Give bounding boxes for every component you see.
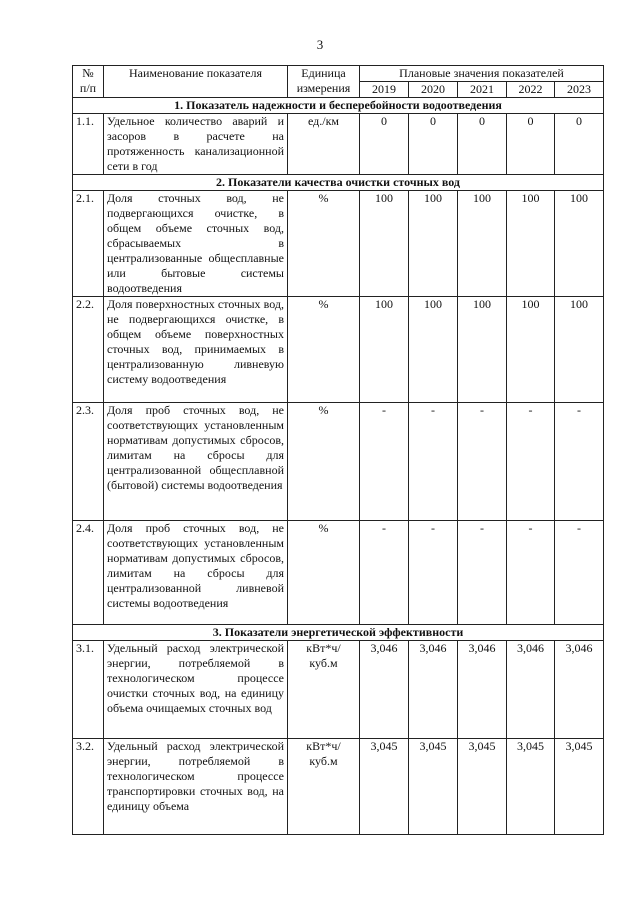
value-cell: 3,045: [360, 739, 409, 835]
indicator-name: Доля поверхностных сточных вод, не подвергающихся очистке, в общем объеме поверхностных сточных вод, принимаемых в централизованную ливневую систему водоотведения: [104, 297, 288, 403]
value-cell: 3,045: [458, 739, 507, 835]
header-year: 2021: [458, 82, 507, 98]
indicator-name: Удельный расход электрической энергии, потребляемой в технологическом процессе очистки сточных вод, на единицу объема очищаемых сточных вод: [104, 641, 288, 739]
indicator-unit: %: [288, 403, 360, 521]
value-cell: 100: [360, 191, 409, 297]
value-cell: -: [360, 403, 409, 521]
row-number: 2.2.: [73, 297, 104, 403]
header-year: 2022: [507, 82, 555, 98]
row-number: 3.2.: [73, 739, 104, 835]
header-planned-values: Плановые значения показателей: [360, 66, 604, 82]
value-cell: 0: [409, 114, 458, 175]
value-cell: 3,046: [458, 641, 507, 739]
value-cell: 3,046: [507, 641, 555, 739]
value-cell: 100: [555, 191, 604, 297]
value-cell: 100: [507, 191, 555, 297]
indicator-name: Удельное количество аварий и засоров в расчете на протяженность канализационной сети в год: [104, 114, 288, 175]
indicator-unit: ед./км: [288, 114, 360, 175]
table-row: [73, 521, 604, 625]
indicator-unit: кВт*ч/ куб.м: [288, 641, 360, 739]
row-number: 2.1.: [73, 191, 104, 297]
value-cell: -: [409, 403, 458, 521]
value-cell: 3,046: [409, 641, 458, 739]
row-number: 3.1.: [73, 641, 104, 739]
header-name: Наименование показателя: [104, 66, 288, 98]
value-cell: -: [458, 521, 507, 625]
row-number: 1.1.: [73, 114, 104, 175]
value-cell: -: [507, 403, 555, 521]
value-cell: 100: [458, 191, 507, 297]
page-number: 3: [316, 37, 324, 52]
value-cell: 3,046: [360, 641, 409, 739]
value-cell: -: [555, 521, 604, 625]
table-row: [73, 739, 604, 835]
indicator-unit: %: [288, 191, 360, 297]
header-unit: Единица измерения: [288, 66, 360, 98]
header-year: 2019: [360, 82, 409, 98]
value-cell: 3,045: [507, 739, 555, 835]
indicator-unit: %: [288, 521, 360, 625]
value-cell: -: [458, 403, 507, 521]
value-cell: -: [507, 521, 555, 625]
table-row: [73, 191, 604, 297]
value-cell: 100: [458, 297, 507, 403]
value-cell: -: [360, 521, 409, 625]
indicator-unit: кВт*ч/ куб.м: [288, 739, 360, 835]
value-cell: 100: [507, 297, 555, 403]
value-cell: 100: [360, 297, 409, 403]
section-row: [73, 625, 604, 641]
section-row: [73, 98, 604, 114]
table-row: [73, 114, 604, 175]
value-cell: 0: [507, 114, 555, 175]
value-cell: 3,046: [555, 641, 604, 739]
value-cell: -: [555, 403, 604, 521]
indicators-table: [72, 65, 604, 835]
value-cell: -: [409, 521, 458, 625]
section-row: [73, 175, 604, 191]
section-title: 3. Показатели энергетической эффективности: [73, 625, 604, 641]
section-title: 2. Показатели качества очистки сточных вод: [73, 175, 604, 191]
section-title: 1. Показатель надежности и бесперебойности водоотведения: [73, 98, 604, 114]
indicator-name: Доля проб сточных вод, не соответствующих установленным нормативам допустимых сбросов, лимитам на сбросы для централизованной общесплавной (бытовой) системы водоотведения: [104, 403, 288, 521]
header-year: 2023: [555, 82, 604, 98]
value-cell: 0: [360, 114, 409, 175]
value-cell: 3,045: [409, 739, 458, 835]
indicator-unit: %: [288, 297, 360, 403]
value-cell: 0: [458, 114, 507, 175]
row-number: 2.3.: [73, 403, 104, 521]
value-cell: 100: [409, 191, 458, 297]
row-number: 2.4.: [73, 521, 104, 625]
table-row: [73, 403, 604, 521]
table-row: [73, 297, 604, 403]
value-cell: 100: [555, 297, 604, 403]
indicator-name: Доля сточных вод, не подвергающихся очистке, в общем объеме сточных вод, сбрасываемых в централизованные общесплавные или бытовые системы водоотведения: [104, 191, 288, 297]
header-year: 2020: [409, 82, 458, 98]
value-cell: 0: [555, 114, 604, 175]
value-cell: 3,045: [555, 739, 604, 835]
indicator-name: Удельный расход электрической энергии, потребляемой в технологическом процессе транспортировки сточных вод, на единицу объема: [104, 739, 288, 835]
header-no: № п/п: [73, 66, 104, 98]
table-row: [73, 641, 604, 739]
indicator-name: Доля проб сточных вод, не соответствующих установленным нормативам допустимых сбросов, лимитам на сбросы для централизованной ливневой системы водоотведения: [104, 521, 288, 625]
value-cell: 100: [409, 297, 458, 403]
